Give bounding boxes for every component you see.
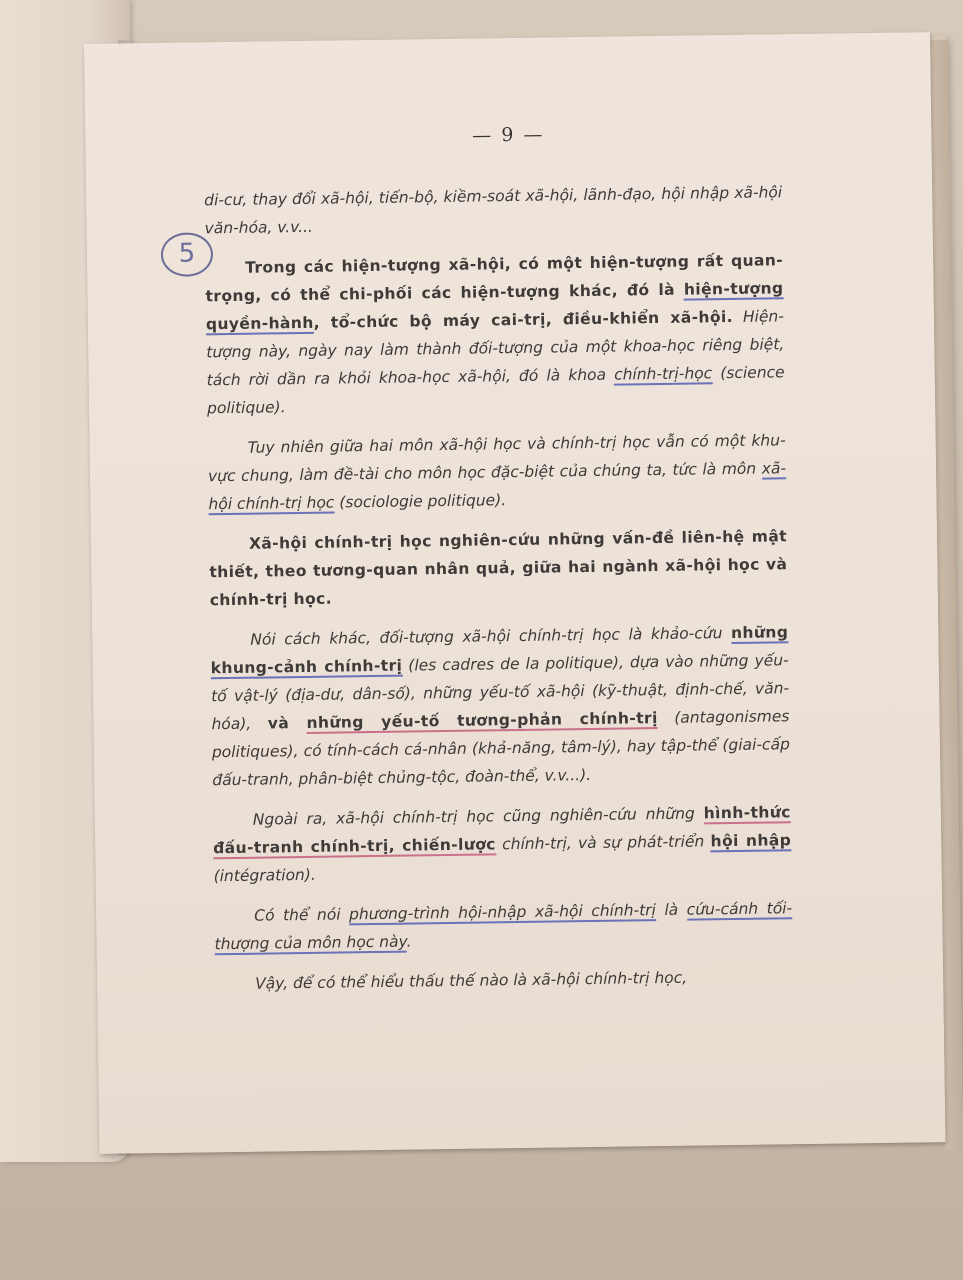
p3-italic: Tuy nhiên giữa hai môn xã-hội học và chính-trị học vẫn có một khu-vực chung, làm đề-tài cho môn học đặc-biệt của chúng ta, tức là môn (207, 431, 786, 486)
page-number: — 9 — (472, 123, 545, 147)
p7-italic-underlined-b: cứu-cánh tối-thượng của môn học này (214, 899, 793, 954)
p6-bold-underlined-a: hình-thức đấu-tranh chính-trị, chiến-lược (213, 803, 791, 858)
p3-italic-underlined: xã-hội chính-trị học (208, 459, 787, 514)
p3-italic-after: (sociologie politique). (334, 491, 507, 512)
paragraph-3 (207, 426, 786, 518)
p5-italic-c: (antagonismes politiques), có tính-cách cá-nhân (khả-năng, tâm-lý), hay tập-thể (giai-cấp đấu-tranh, phân-biệt chủng-tộc, đoàn-thể, v.v...). (211, 707, 790, 790)
p5-italic-b: (les cadres de la politique), dựa vào những yếu-tố vật-lý (địa-dư, dân-số), những yếu-tố xã-hội (kỹ-thuật, định-chế, văn-hóa), (210, 651, 790, 734)
p2-italic-underlined: chính-trị-học (614, 364, 713, 384)
paragraph-2 (205, 246, 785, 422)
p5-italic-a: Nói cách khác, đối-tượng xã-hội chính-trị học là khảo-cứu (250, 624, 732, 649)
p6-italic-a: Ngoài ra, xã-hội chính-trị học cũng nghiên-cứu những (252, 804, 704, 829)
p2-italic-after: (science politique). (206, 363, 785, 418)
p6-italic-c: (intégration). (213, 865, 316, 886)
paragraph-8 (215, 962, 793, 998)
p7-italic-underlined-a: phương-trình hội-nhập xã-hội chính-trị (348, 901, 657, 924)
p4-bold: Xã-hội chính-trị học nghiên-cứu những vấn-đề liên-hệ mật thiết, theo tương-quan nhân quả, giữa hai ngành xã-hội học và chính-trị học. (209, 527, 788, 610)
p5-bold-underlined-b: những yếu-tố tương-phản chính-trị (306, 709, 658, 732)
p5-bold-b: và (267, 713, 307, 733)
p5-bold-underlined-a: những khung-cảnh chính-trị (210, 623, 789, 678)
p8-italic: Vậy, để có thể hiểu thấu thế nào là xã-hội chính-trị học, (255, 968, 688, 993)
p6-italic-b: chính-trị, và sự phát-triển (495, 832, 711, 854)
p7-italic-b: là (655, 900, 687, 920)
book-page (84, 32, 945, 1154)
p2-bold-after: , tổ-chức bộ máy cai-trị, điều-khiển xã-hội. (313, 307, 734, 332)
p2-bold: Trong các hiện-tượng xã-hội, có một hiện-tượng rất quan-trọng, có thể chi-phối các hiện-tượng khác, đó là (205, 251, 784, 306)
p1-text: di-cư, thay đổi xã-hội, tiến-bộ, kiềm-soát xã-hội, lãnh-đạo, hội nhập xã-hội văn-hóa, v.v... (204, 183, 783, 238)
paragraph-6 (213, 798, 792, 890)
p2-bold-underlined: hiện-tượng quyền-hành (205, 279, 784, 334)
paragraph-7 (214, 894, 793, 958)
margin-circle-mark: 5 (161, 232, 214, 277)
page-body (204, 178, 793, 1010)
p2-italic: Hiện-tượng này, ngày nay làm thành đối-tượng của một khoa-học riêng biệt, tách rời dần ra khỏi khoa-học xã-hội, đó là khoa (206, 307, 785, 390)
p7-italic-a: Có thể nói (254, 905, 350, 925)
paragraph-4 (209, 522, 788, 614)
p6-bold-underlined-b: hội nhập (710, 831, 792, 851)
paragraph-1 (204, 178, 783, 242)
p7-italic-c: . (406, 932, 412, 951)
paragraph-5 (210, 618, 790, 794)
